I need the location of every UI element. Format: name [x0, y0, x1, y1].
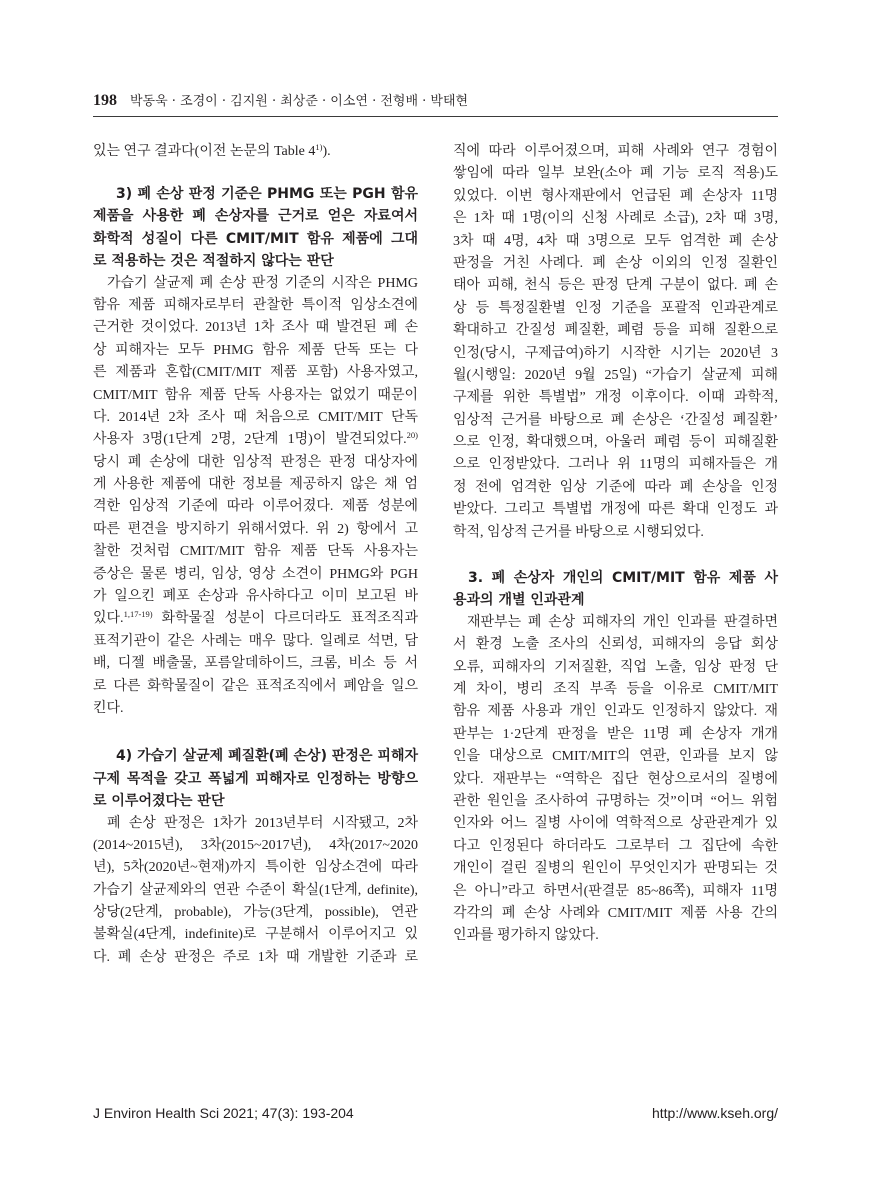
text-line: 직에 따라 이루어졌으며, 피해 사례와 연구 경험이 [453, 144, 778, 159]
text-line: 상 등 특정질환별 인정 기준을 포괄적 인과관계로 [453, 300, 778, 316]
subsection-heading [93, 183, 418, 273]
running-head [93, 91, 468, 111]
text-line: 근거한 것이었다. 2013년 1차 조사 때 발견된 폐 손 [93, 320, 418, 336]
text-line: 태아 피해, 천식 등은 판정 단계 구분이 없다. 폐 손 [453, 278, 778, 294]
text-line: 년), 5차(2020년~현재)까지 특이한 임상소견에 따라 [93, 860, 418, 876]
text-run: 사용자 3명(1단계 2명, 2단계 1명)이 발견되었다. [93, 432, 407, 448]
left-column [93, 141, 418, 969]
text-line: 가습기 살균제와의 연관 수준이 확실(1단계, definite), [93, 882, 418, 898]
text-line: 배, 디젤 배출물, 포름알데하이드, 크롬, 비소 등 서 [93, 656, 418, 672]
text-line [93, 141, 418, 163]
text-line: 받았다. 그리고 특별법 개정에 따른 확대 인정도 과 [453, 502, 778, 518]
text-line: 계 차이, 병리 조직 부족 등을 이유로 CMIT/MIT [453, 681, 778, 697]
citation-superscript: 1,17-19) [123, 609, 153, 620]
text-line: 가습기 살균제 폐 손상 판정 기준의 시작은 PHMG [107, 275, 418, 291]
text-line: 개인이 걸린 질병의 원인이 무엇인지가 판명되는 것 [453, 861, 778, 877]
text-line: 정 전에 엄격한 임상 기준에 따라 폐 손상을 인정 [453, 479, 778, 495]
text-line: 상 피해자는 모두 PHMG 함유 제품 단독 또는 다 [93, 342, 418, 358]
citation-superscript: 20) [406, 430, 418, 441]
text-line: 표적기관이 같은 사례는 매우 많다. 일례로 석면, 담 [93, 633, 418, 649]
continued-paragraph [453, 141, 778, 544]
text-line [93, 608, 418, 630]
heading-line: 용과의 개별 인과관계 [453, 592, 585, 609]
right-column [453, 141, 778, 948]
text-line: 불확실(4단계, indefinite)로 구분해서 이루어지고 있 [93, 927, 418, 943]
text-line: 판부는 1·2단계 판정을 받은 11명 폐 손상자 개개 [453, 726, 778, 742]
text-line: 은 아니”라고 하면서(판결문 85~86쪽), 피해자 11명 [453, 883, 778, 899]
text-line: 으로 인정받았다. 그러나 위 11명의 피해자들은 개 [453, 457, 778, 473]
header-rule [93, 116, 778, 117]
text-line: 쌓임에 따라 일부 보완(소아 폐 기능 로직 적용)도 [453, 166, 778, 182]
text-line: 각각의 폐 손상 사례와 CMIT/MIT 제품 사용 간의 [453, 905, 778, 921]
heading-line: 3. 폐 손상자 개인의 CMIT/MIT 함유 제품 사 [468, 570, 778, 587]
text-line: 게 사용한 제품에 대한 정보를 제공하지 않은 채 엄 [93, 477, 418, 493]
text-line: (2014~2015년), 3차(2015~2017년), 4차(2017~2020 [93, 837, 418, 853]
section-heading [453, 567, 778, 612]
text-line: 다고 인정된다 하더라도 그로부터 그 집단에 속한 [453, 838, 778, 854]
text-line: 관한 원인을 조사하여 규명하는 것”이며 “어느 위험 [453, 793, 778, 809]
text-line: 다. 폐 손상 판정은 주로 1차 때 개발한 기준과 로 [93, 949, 418, 965]
heading-line: 4) 가습기 살균제 폐질환(폐 손상) 판정은 피해자 [116, 748, 418, 765]
text-run: 있는 연구 결과다(이전 논문의 Table 4 [93, 144, 316, 159]
text-line: 킨다. [93, 700, 124, 716]
text-line: 오류, 피해자의 기저질환, 직업 노출, 임상 판정 단 [453, 659, 778, 675]
heading-line: 로 이루어졌다는 판단 [93, 793, 225, 810]
page-number: 198 [93, 92, 117, 109]
heading-line: 화학적 성질이 다른 CMIT/MIT 함유 제품에 그대 [93, 230, 418, 247]
text-line: 따른 편견을 방지하기 위해서였다. 위 2) 항에서 고 [93, 521, 418, 537]
body-paragraph [453, 612, 778, 948]
text-run: 화학물질 성분이 다르더라도 표적조직과 [152, 611, 418, 627]
running-foot [93, 1103, 778, 1123]
subsection-heading [93, 745, 418, 812]
citation-superscript: 1) [315, 142, 323, 152]
text-line: 재판부는 폐 손상 피해자의 개인 인과를 판결하면 [467, 614, 778, 630]
text-run: ). [322, 144, 331, 159]
text-line: 찰한 것처럼 CMIT/MIT 함유 제품 단독 사용자는 [93, 544, 418, 560]
author-list: 박동욱 · 조경이 · 김지원 · 최상준 · 이소연 · 전형배 · 박태현 [130, 94, 469, 109]
body-paragraph [93, 273, 418, 721]
text-line: 학적, 임상적 근거를 바탕으로 시행되었다. [453, 524, 704, 540]
heading-line: 로 적용하는 것은 적절하지 않다는 판단 [93, 253, 334, 270]
text-line: 다. 2014년 2차 조사 때 처음으로 CMIT/MIT 단독 [93, 409, 418, 425]
text-line: 인과를 평가하지 않았다. [453, 928, 599, 944]
text-line: 았다. 재판부는 “역학은 집단 현상으로서의 질병에 [453, 771, 778, 787]
text-line: 임상적 근거를 바탕으로 폐 손상은 ‘간질성 폐질환’ [453, 412, 778, 428]
text-line: 확대하고 간질성 폐질환, 폐렴 등을 피해 질환으로 [453, 323, 778, 339]
text-line: 구제를 위한 특별법” 개정 이후이다. 이때 과학적, [453, 390, 778, 406]
heading-line: 구제 목적을 갖고 폭넓게 피해자로 인정하는 방향으 [93, 770, 418, 787]
text-line: 격한 임상적 기준에 따라 이루어졌다. 제품 성분에 [93, 499, 418, 515]
journal-citation: J Environ Health Sci 2021; 47(3): 193-204 [93, 1105, 354, 1121]
text-line: 월(시행일: 2020년 9월 25일) “가습기 살균제 피해 [453, 367, 778, 383]
body-paragraph [93, 813, 418, 970]
text-line: 판정을 거친 사례다. 폐 손상 이외의 인정 질환인 [453, 255, 778, 271]
continued-paragraph [93, 141, 418, 163]
text-line: 은 1차 때 1명(이의 신청 사례로 소급), 2차 때 3명, [453, 211, 778, 227]
text-line: 상당(2단계, probable), 가능(3단계, possible), 연관 [93, 905, 418, 921]
text-line: CMIT/MIT 함유 제품 단독 사용자는 없었기 때문이 [93, 387, 418, 403]
text-line: 증상은 물론 병리, 임상, 영상 소견이 PHMG와 PGH [93, 566, 418, 582]
heading-line: 3) 폐 손상 판정 기준은 PHMG 또는 PGH 함유 [116, 185, 418, 202]
text-line: 으로 인정, 확대했으며, 아울러 폐렴 등이 피해질환 [453, 435, 778, 451]
text-line: 가 일으킨 폐포 손상과 유사하다고 이미 보고된 바 [93, 589, 418, 605]
heading-line: 제품을 사용한 폐 손상자를 근거로 얻은 자료여서 [93, 208, 418, 225]
text-line: 있었다. 이번 형사재판에서 언급된 폐 손상자 11명 [453, 188, 778, 204]
text-line: 인을 대상으로 CMIT/MIT의 연관, 인과를 보지 않 [453, 749, 778, 765]
text-line: 서 환경 노출 조사의 신뢰성, 피해자의 응답 회상 [453, 637, 778, 653]
text-line: 로 다른 화학물질이 같은 표적조직에서 폐암을 일으 [93, 678, 418, 694]
text-line: 함유 제품 사용과 개인 인과도 인정하지 않았다. 재 [453, 704, 778, 720]
text-line: 인정(당시, 구제급여)하기 시작한 시기는 2020년 3 [453, 345, 778, 361]
text-line [93, 429, 418, 451]
text-line: 인자와 어느 질병 사이에 역학적으로 상관관계가 있 [453, 816, 778, 832]
text-line: 3차 때 4명, 4차 때 3명으로 모두 엄격한 폐 손상 [453, 233, 778, 249]
text-line: 함유 제품 피해자로부터 관찰한 특이적 임상소견에 [93, 297, 418, 313]
journal-url: http://www.kseh.org/ [651, 1105, 778, 1121]
text-line: 른 제품과 혼합(CMIT/MIT 제품 포함) 사용자였고, [93, 365, 418, 381]
text-line: 당시 폐 손상에 대한 임상적 판정은 판정 대상자에 [93, 454, 418, 470]
text-run: 있다. [93, 611, 124, 627]
text-line: 폐 손상 판정은 1차가 2013년부터 시작됐고, 2차 [107, 815, 418, 831]
